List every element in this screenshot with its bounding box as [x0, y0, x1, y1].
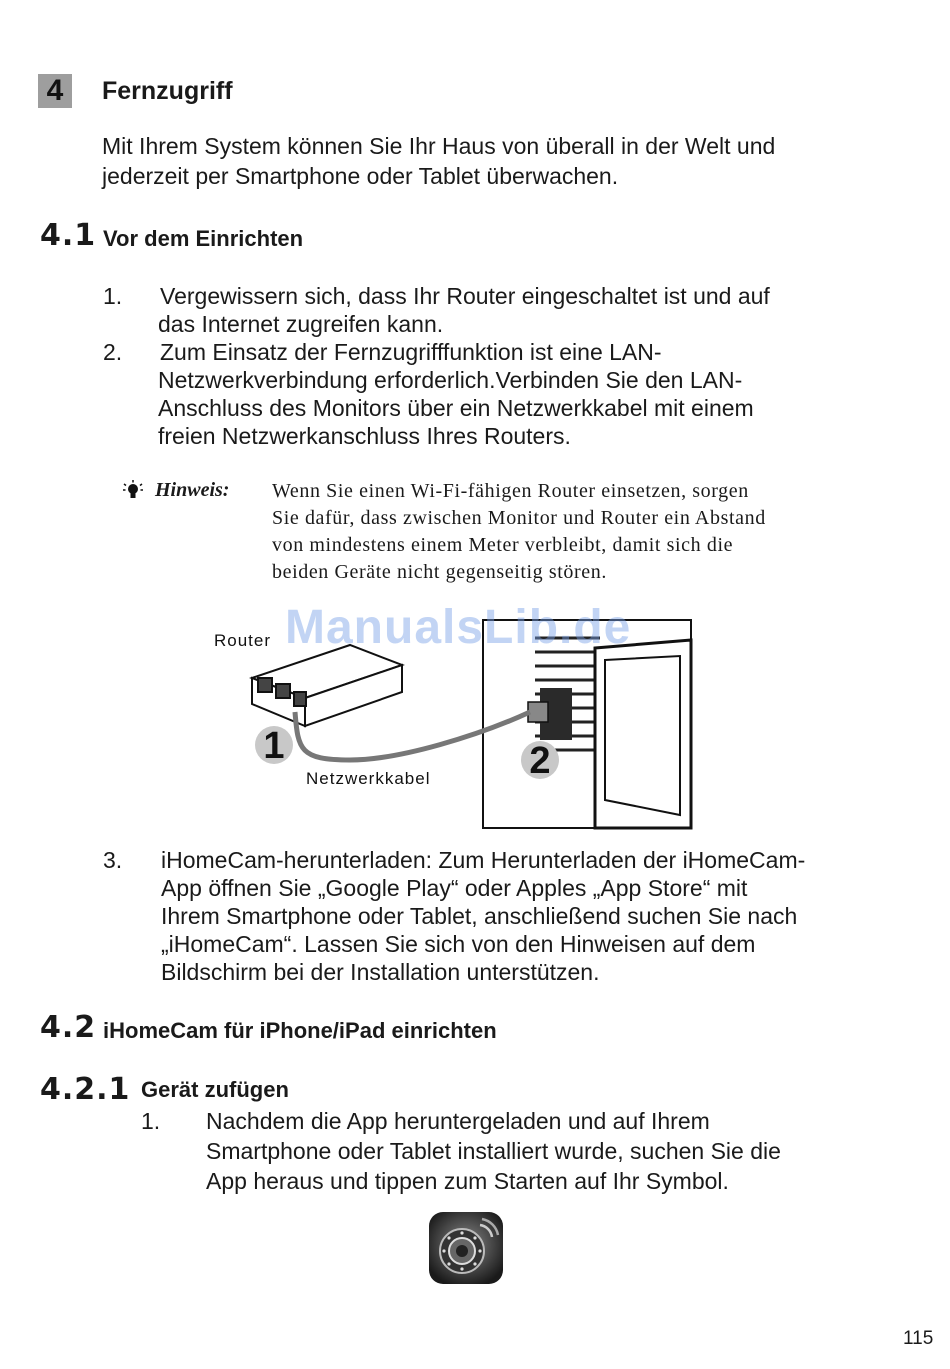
list-item — [206, 1106, 781, 1196]
step-2-number: 2 — [529, 740, 551, 782]
subsection-number: 4.1 — [40, 218, 97, 253]
list-item — [161, 846, 805, 986]
list-line: Vergewissern sich, dass Ihr Router eingeschaltet ist und auf — [160, 283, 770, 309]
list-line: Smartphone oder Tablet installiert wurde, suchen Sie die — [206, 1138, 781, 1164]
list-line: App öffnen Sie „Google Play“ oder Apples „App Store“ mit — [161, 875, 748, 901]
list-number: 1. — [103, 283, 123, 309]
page-number: 115 — [903, 1328, 934, 1349]
subsection-number: 4.2.1 — [40, 1072, 131, 1107]
list-line: freien Netzwerkanschluss Ihres Routers. — [158, 423, 571, 449]
list-line: „iHomeCam“. Lassen Sie sich von den Hinweisen auf dem — [161, 931, 756, 957]
router-label: Router — [214, 631, 272, 650]
section-title: Fernzugriff — [102, 77, 233, 105]
note-line: Wenn Sie einen Wi-Fi-fähigen Router einsetzen, sorgen — [272, 480, 749, 502]
subsection-title: iHomeCam für iPhone/iPad einrichten — [103, 1018, 497, 1043]
list-line: Netzwerkverbindung erforderlich.Verbinden Sie den LAN- — [158, 367, 743, 393]
cable-label: Netzwerkkabel — [306, 769, 431, 788]
subsection-title: Gerät zufügen — [141, 1077, 289, 1102]
watermark: ManualsLib.de — [285, 601, 632, 654]
router-illustration — [252, 645, 402, 726]
note-text — [272, 478, 892, 586]
intro-line: jederzeit per Smartphone oder Tablet überwachen. — [102, 163, 619, 189]
note-line: von mindestens einem Meter verbleibt, damit sich die — [272, 534, 734, 556]
section-number-badge: 4 — [38, 74, 72, 108]
note-label: Hinweis: — [155, 479, 230, 501]
list-line: Ihrem Smartphone oder Tablet, anschließend suchen Sie nach — [161, 903, 798, 929]
step-1-number: 1 — [263, 725, 285, 767]
list-item — [160, 338, 754, 450]
list-line: Anschluss des Monitors über ein Netzwerkkabel mit einem — [158, 395, 754, 421]
ihomecam-app-icon — [428, 1211, 504, 1285]
list-line: App heraus und tippen zum Starten auf Ihr Symbol. — [206, 1168, 729, 1194]
list-line: Nachdem die App heruntergeladen und auf Ihrem — [206, 1108, 710, 1134]
subsection-title: Vor dem Einrichten — [103, 226, 304, 251]
note-line: Sie dafür, dass zwischen Monitor und Router ein Abstand — [272, 507, 766, 529]
list-line: Zum Einsatz der Fernzugrifffunktion ist eine LAN- — [160, 339, 662, 365]
list-item — [160, 282, 770, 338]
list-number: 1. — [141, 1108, 161, 1134]
list-line: Bildschirm bei der Installation unterstützen. — [161, 959, 600, 985]
note-line: beiden Geräte nicht gegenseitig stören. — [272, 561, 607, 583]
subsection-number: 4.2 — [40, 1010, 97, 1045]
list-number: 2. — [103, 339, 123, 365]
lightbulb-icon — [122, 480, 144, 502]
list-line: das Internet zugreifen kann. — [158, 311, 444, 337]
list-number: 3. — [103, 847, 123, 873]
list-line: iHomeCam-herunterladen: Zum Herunterladen der iHomeCam- — [161, 847, 806, 873]
intro-paragraph — [102, 131, 902, 191]
intro-line: Mit Ihrem System können Sie Ihr Haus von überall in der Welt und — [102, 133, 776, 159]
